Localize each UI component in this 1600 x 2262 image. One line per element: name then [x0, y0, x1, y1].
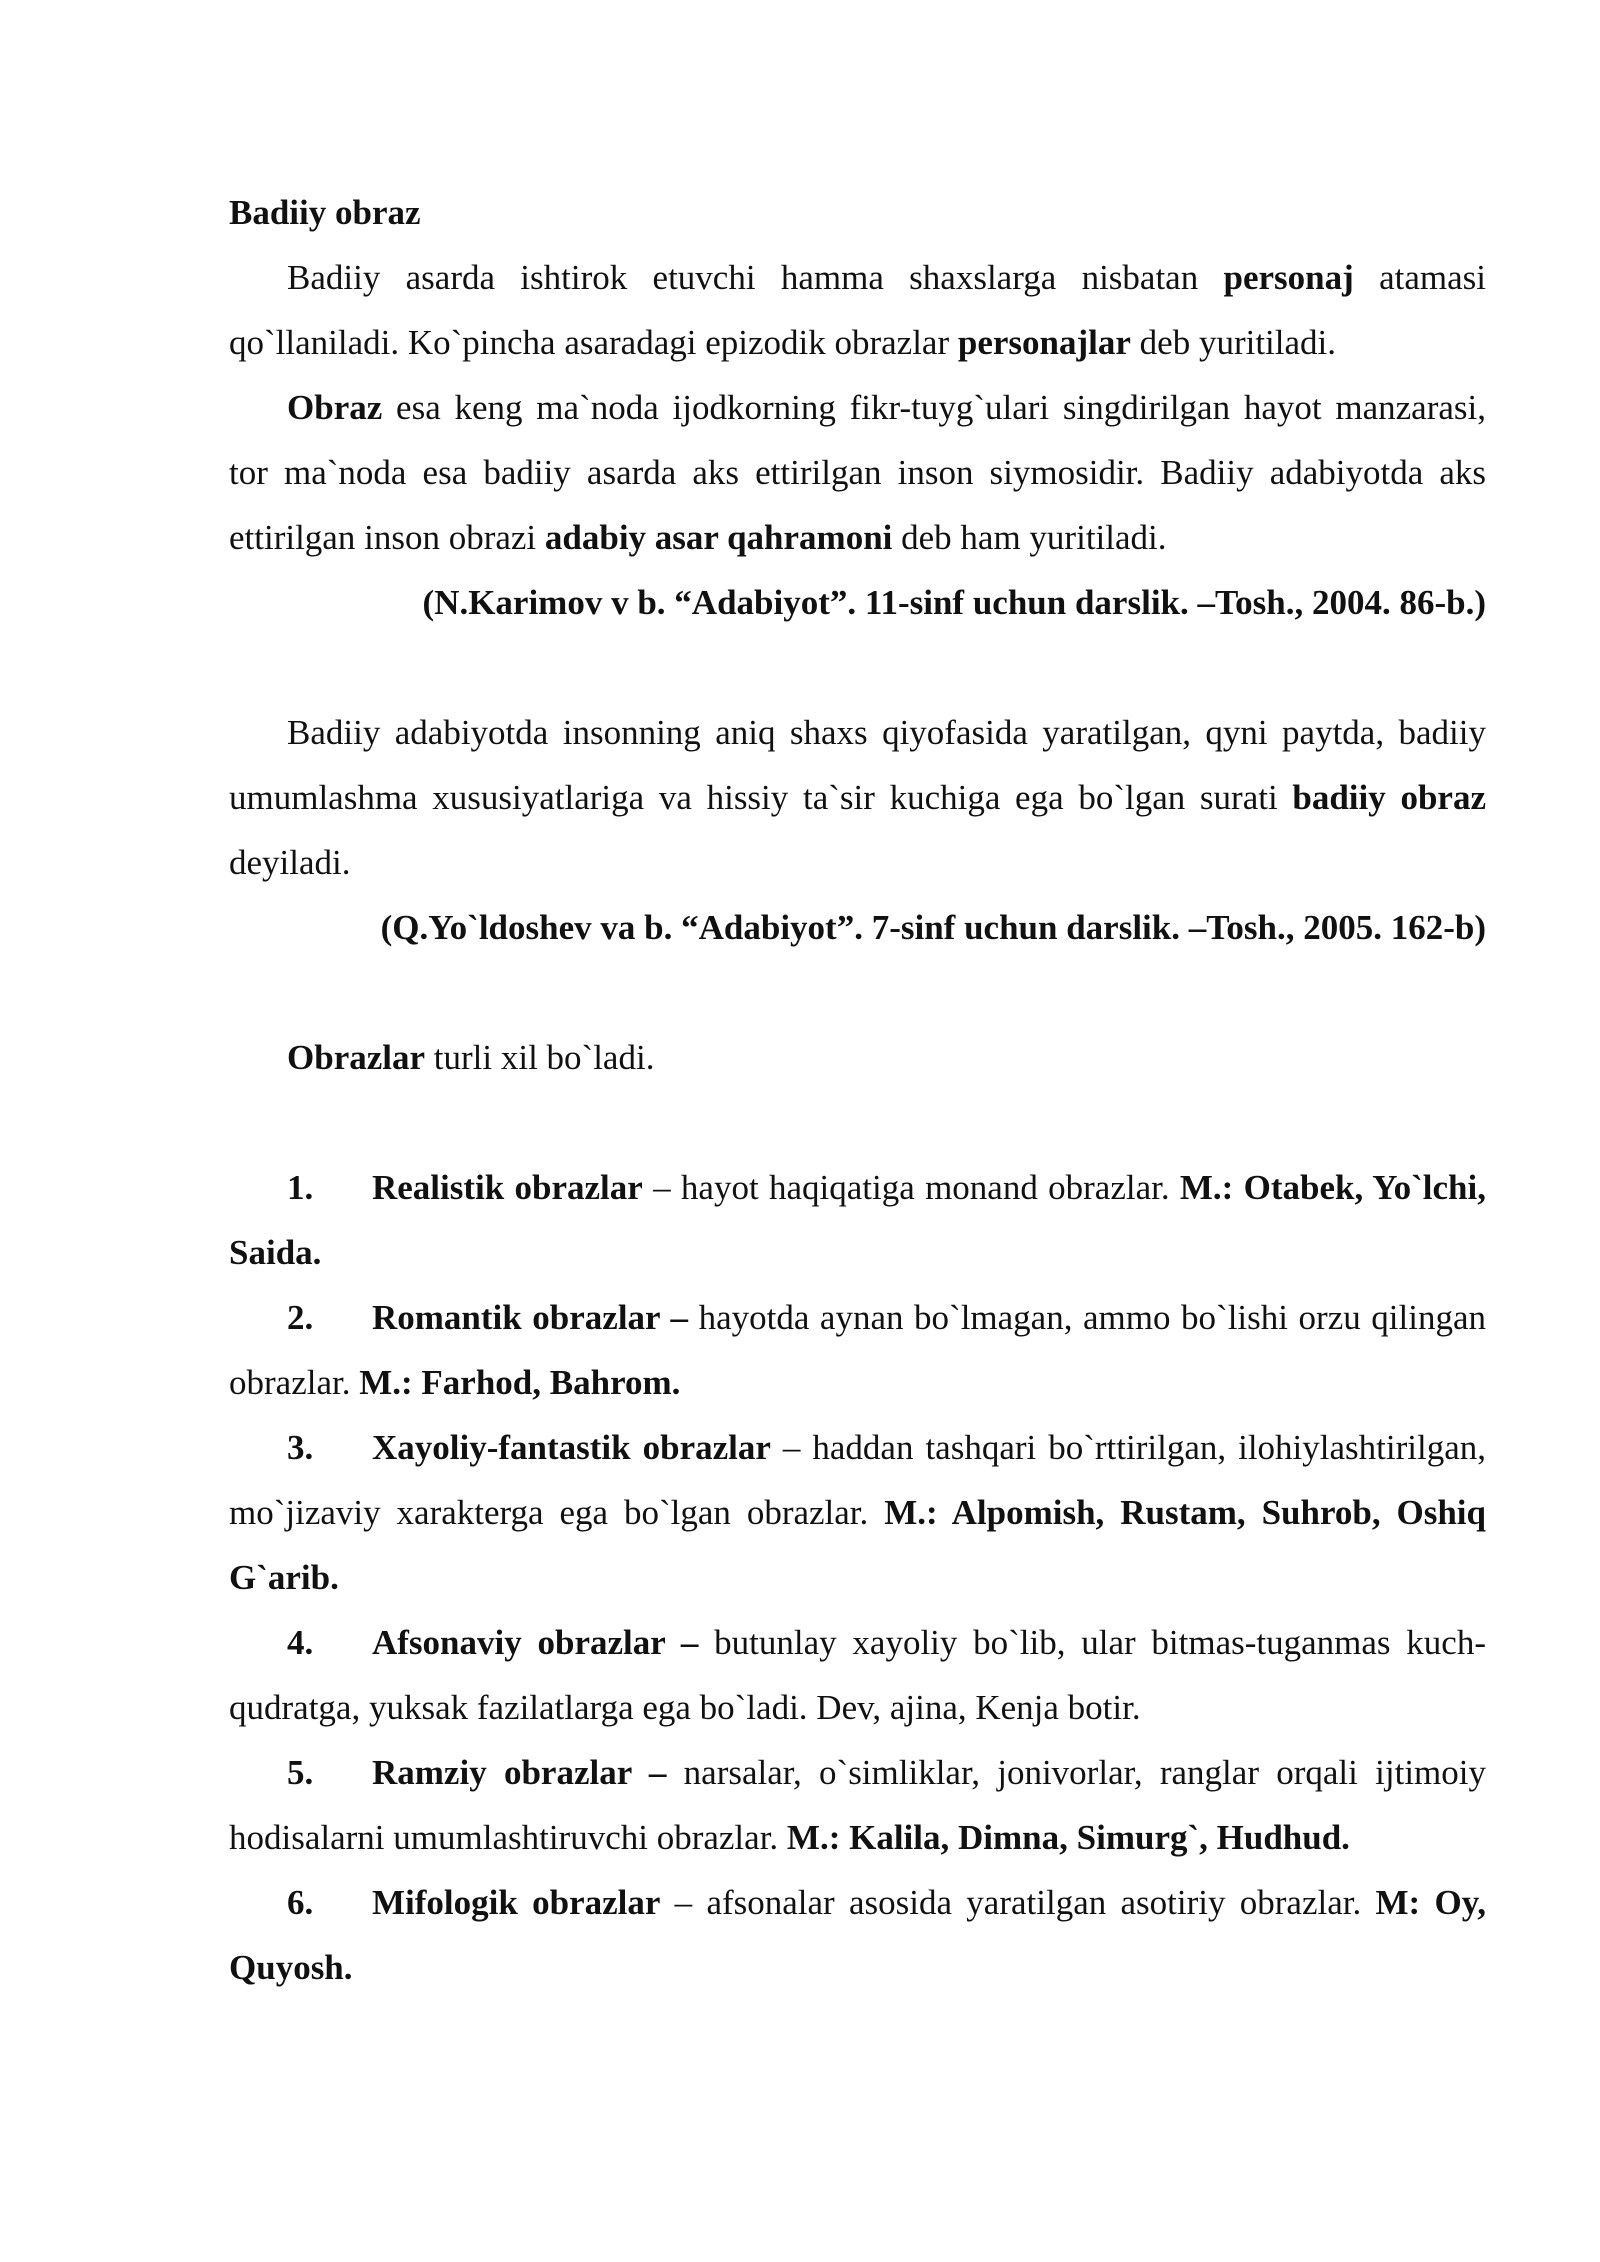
text: deb yuritiladi. — [1130, 323, 1337, 362]
list-description: – haddan tashqari bo`rttirilgan, ilohiylashtirilgan, mo`jizaviy xarakterga ega bo`lgan obrazlar. — [229, 1428, 1486, 1532]
text: Badiiy asarda ishtirok etuvchi hamma shaxslarga nisbatan — [287, 258, 1224, 297]
list-term: Realistik obrazlar — [372, 1168, 643, 1207]
text: deyiladi. — [229, 843, 351, 882]
list-description: butunlay xayoliy bo`lib, ular bitmas-tuganmas kuch-qudratga, yuksak fazilatlarga ega bo`ladi. Dev, ajina, Kenja botir. — [229, 1623, 1487, 1727]
list-number: 1. — [287, 1168, 314, 1207]
list-number: 5. — [287, 1753, 314, 1792]
citation-karimov: (N.Karimov v b. “Adabiyot”. 11-sinf uchun darslik. –Tosh., 2004. 86-b.) — [422, 583, 1486, 622]
list-number: 2. — [287, 1298, 314, 1337]
list-examples: M.: Farhod, Bahrom. — [359, 1363, 681, 1402]
list-examples: M: Oy, Quyosh. — [229, 1883, 1487, 1987]
obraz-types-list — [229, 1155, 1486, 2000]
list-item — [229, 1415, 1486, 1610]
list-number: 6. — [287, 1883, 314, 1922]
list-number: 4. — [287, 1623, 314, 1662]
list-examples: M.: Otabek, Yo`lchi, Saida. — [229, 1168, 1486, 1272]
list-term: Mifologik obrazlar — [372, 1883, 661, 1922]
term-personaj: personaj — [1223, 258, 1354, 297]
term-obrazlar: Obrazlar — [287, 1038, 426, 1077]
spacer — [229, 635, 1486, 700]
document-title: Badiiy obraz — [229, 193, 421, 232]
text: deb ham yuritiladi. — [892, 518, 1167, 557]
spacer — [229, 1090, 1486, 1155]
paragraph-obraz — [229, 375, 1486, 570]
term-adabiy-asar-qahramoni: adabiy asar qahramoni — [544, 518, 893, 557]
list-item — [229, 1740, 1486, 1870]
list-examples: M.: Alpomish, Rustam, Suhrob, Oshiq G`arib. — [229, 1493, 1487, 1597]
list-term: Romantik obrazlar – — [372, 1298, 689, 1337]
list-number: 3. — [287, 1428, 314, 1467]
term-obraz: Obraz — [287, 388, 383, 427]
term-badiiy-obraz: badiiy obraz — [1292, 778, 1486, 817]
list-item — [229, 1870, 1486, 2000]
list-description: narsalar, o`simliklar, jonivorlar, ranglar orqali ijtimoiy hodisalarni umumlashtiruvchi obrazlar. — [229, 1753, 1486, 1857]
text: Badiiy adabiyotda insonning aniq shaxs qiyofasida yaratilgan, qyni paytda, badiiy umumlashma xususiyatlariga va hissiy ta`sir kuchiga ega bo`lgan surati — [229, 713, 1486, 817]
paragraph-personaj — [229, 245, 1486, 375]
paragraph-badiiy-obraz — [229, 700, 1486, 895]
paragraph-obrazlar-types — [229, 1025, 1486, 1090]
list-item — [229, 1610, 1486, 1740]
document-page — [229, 180, 1486, 2000]
spacer — [229, 960, 1486, 1025]
list-term: Xayoliy-fantastik obrazlar — [372, 1428, 771, 1467]
text: turli xil bo`ladi. — [425, 1038, 655, 1077]
list-item — [229, 1155, 1486, 1285]
term-personajlar: personajlar — [957, 323, 1131, 362]
text: esa keng ma`noda ijodkorning fikr-tuyg`ulari singdirilgan hayot manzarasi, tor ma`noda esa badiiy asarda aks ettirilgan inson siymosidir. Badiiy adabiyotda aks ettirilgan inson obrazi — [229, 388, 1486, 557]
list-description: – afsonalar asosida yaratilgan asotiriy obrazlar. — [660, 1883, 1376, 1922]
citation-yoldoshev: (Q.Yo`ldoshev va b. “Adabiyot”. 7-sinf uchun darslik. –Tosh., 2005. 162-b) — [380, 908, 1486, 947]
list-term: Afsonaviy obrazlar – — [372, 1623, 699, 1662]
text: atamasi qo`llaniladi. Ko`pincha asaradagi epizodik obrazlar — [229, 258, 1486, 362]
list-description: hayotda aynan bo`lmagan, ammo bo`lishi orzu qilingan obrazlar. — [229, 1298, 1486, 1402]
list-description: – hayot haqiqatiga monand obrazlar. — [642, 1168, 1180, 1207]
list-item — [229, 1285, 1486, 1415]
list-term: Ramziy obrazlar – — [372, 1753, 667, 1792]
list-examples: M.: Kalila, Dimna, Simurg`, Hudhud. — [786, 1818, 1350, 1857]
